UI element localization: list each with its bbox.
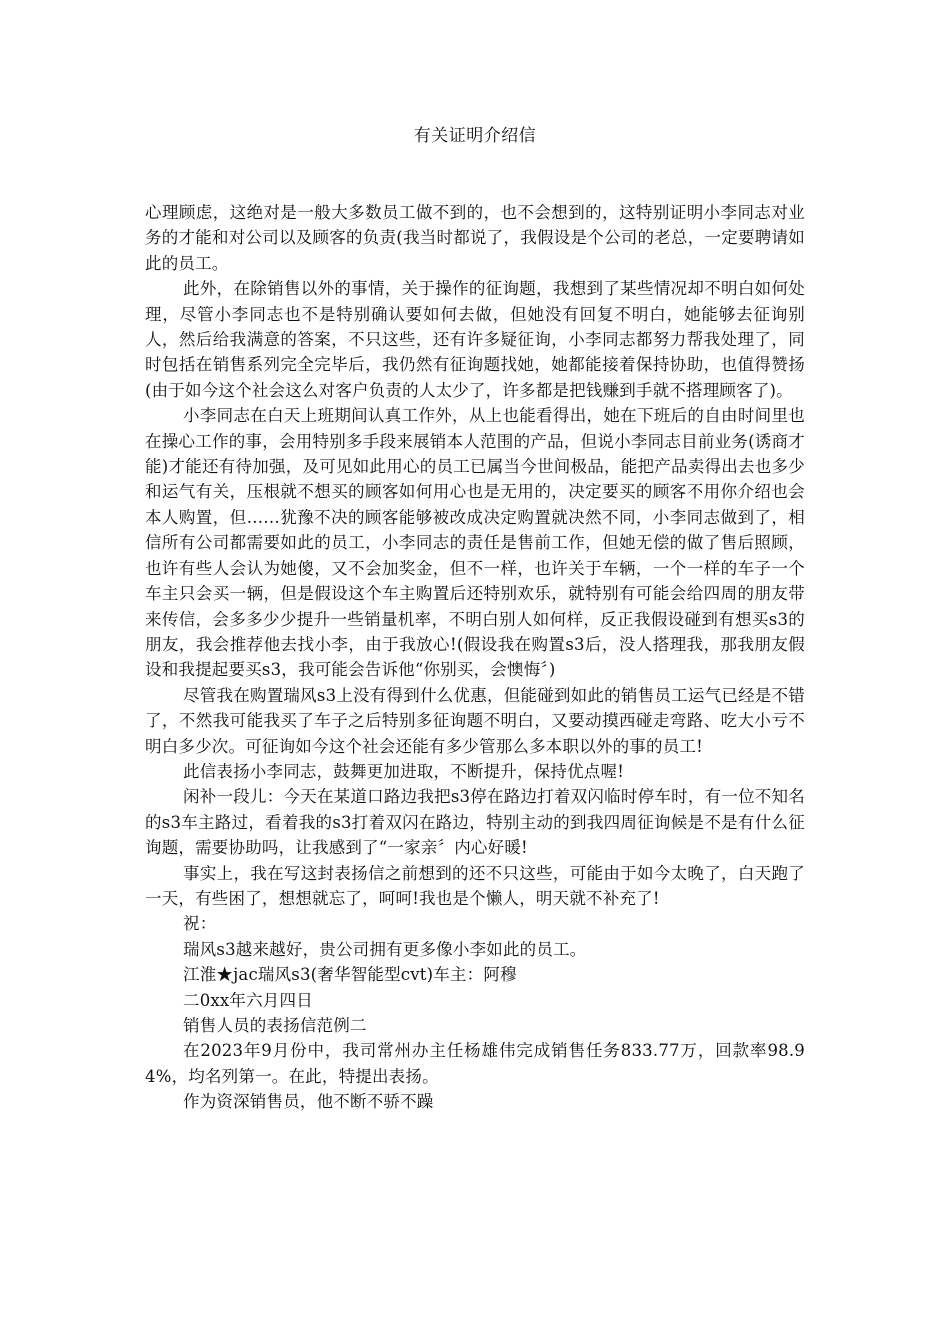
body-paragraph: 心理顾虑，这绝对是一般大多数员工做不到的，也不会想到的，这特别证明小李同志对业务的才能和对公司以及顾客的负责(我当时都说了，我假设是个公司的老总，一定要聘请如此的员工。 [145, 203, 805, 273]
body-paragraph: 江淮★jac瑞风s3(奢华智能型cvt)车主：阿穆 [183, 965, 517, 985]
body-paragraph: 二0xx年六月四日 [183, 990, 313, 1010]
body-paragraph: 祝： [183, 914, 217, 934]
body-paragraph: 此信表扬小李同志，鼓舞更加进取，不断提升，保持优点喔! [183, 761, 625, 781]
body-paragraph: 此外，在除销售以外的事情，关于操作的征询题，我想到了某些情况却不明白如何处理，尽管小李同志也不是特别确认要如何去做，但她没有回复不明白，她能够去征询别人，然后给我满意的答案，不只这些，还有许多疑征询，小李同志都努力帮我处理了，同时包括在销售系列完全完毕后，我仍然有征询题找她，她都能接着保持协助，也值得赞扬(由于如今这个社会这么对客户负责的人太少了，许多都是把钱赚到手就不搭理顾客了)。 [145, 279, 805, 400]
body-paragraph: 销售人员的表扬信范例二 [183, 1016, 367, 1035]
body-paragraph: 闲补一段儿：今天在某道口路边我把s3停在路边打着双闪临时停车时，有一位不知名的s3车主路过，看着我的s3打着双闪在路边，特别主动的到我四周征询候是不是有什么征询题，需要协助吗，让我感到了“一家亲〞内心好暖! [145, 787, 805, 858]
document-title: 有关证明介绍信 [413, 126, 537, 146]
body-paragraph: 事实上，我在写这封表扬信之前想到的还不只这些，可能由于如今太晚了，白天跑了一天，有些困了，想想就忘了，呵呵!我也是个懒人，明天就不补充了! [145, 863, 805, 908]
document-body [145, 200, 805, 1115]
body-paragraph: 瑞风s3越来越好，贵公司拥有更多像小李如此的员工。 [183, 939, 587, 959]
body-paragraph: 小李同志在白天上班期间认真工作外，从上也能看得出，她在下班后的自由时间里也在操心工作的事，会用特别多手段来展销本人范围的产品，但说小李同志目前业务(诱商才能)才能还有待加强，及可见如此用心的员工已属当今世间极品，能把产品卖得出去也多少和运气有关，压根就不想买的顾客如何用心也是无用的，决定要买的顾客不用你介绍也会本人购置，但……犹豫不决的顾客能够被改成决定购置就决然不同，小李同志做到了，相信所有公司都需要如此的员工，小李同志的责任是售前工作，但她无偿的做了售后照顾，也许有些人会认为她傻，又不会加奖金，但不一样，也许关于车辆，一个一样的车子一个车主只会买一辆，但是假设这个车主购置后还特别欢乐，就特别有可能会给四周的朋友带来传信，会多多少少提升一些销量机率，不明白别人如何样，反正我假设碰到有想买s3的朋友，我会推荐他去找小李，由于我放心!(假设我在购置s3后，没人搭理我，那我朋友假设和我提起要买s3，我可能会告诉他“你别买，会懊悔〞) [145, 406, 805, 680]
body-paragraph: 尽管我在购置瑞风s3上没有得到什么优惠，但能碰到如此的销售员工运气已经是不错了，不然我可能我买了车子之后特别多征询题不明白，又要动摸西碰走弯路、吃大小亏不明白多少次。可征询如今这个社会还能有多少管那么多本职以外的事的员工! [145, 685, 805, 756]
body-paragraph: 作为资深销售员，他不断不骄不躁 [183, 1092, 434, 1112]
body-paragraph: 在2023年9月份中，我司常州办主任杨雄伟完成销售任务833.77万，回款率98.94%，均名列第一。在此，特提出表扬。 [145, 1041, 805, 1086]
